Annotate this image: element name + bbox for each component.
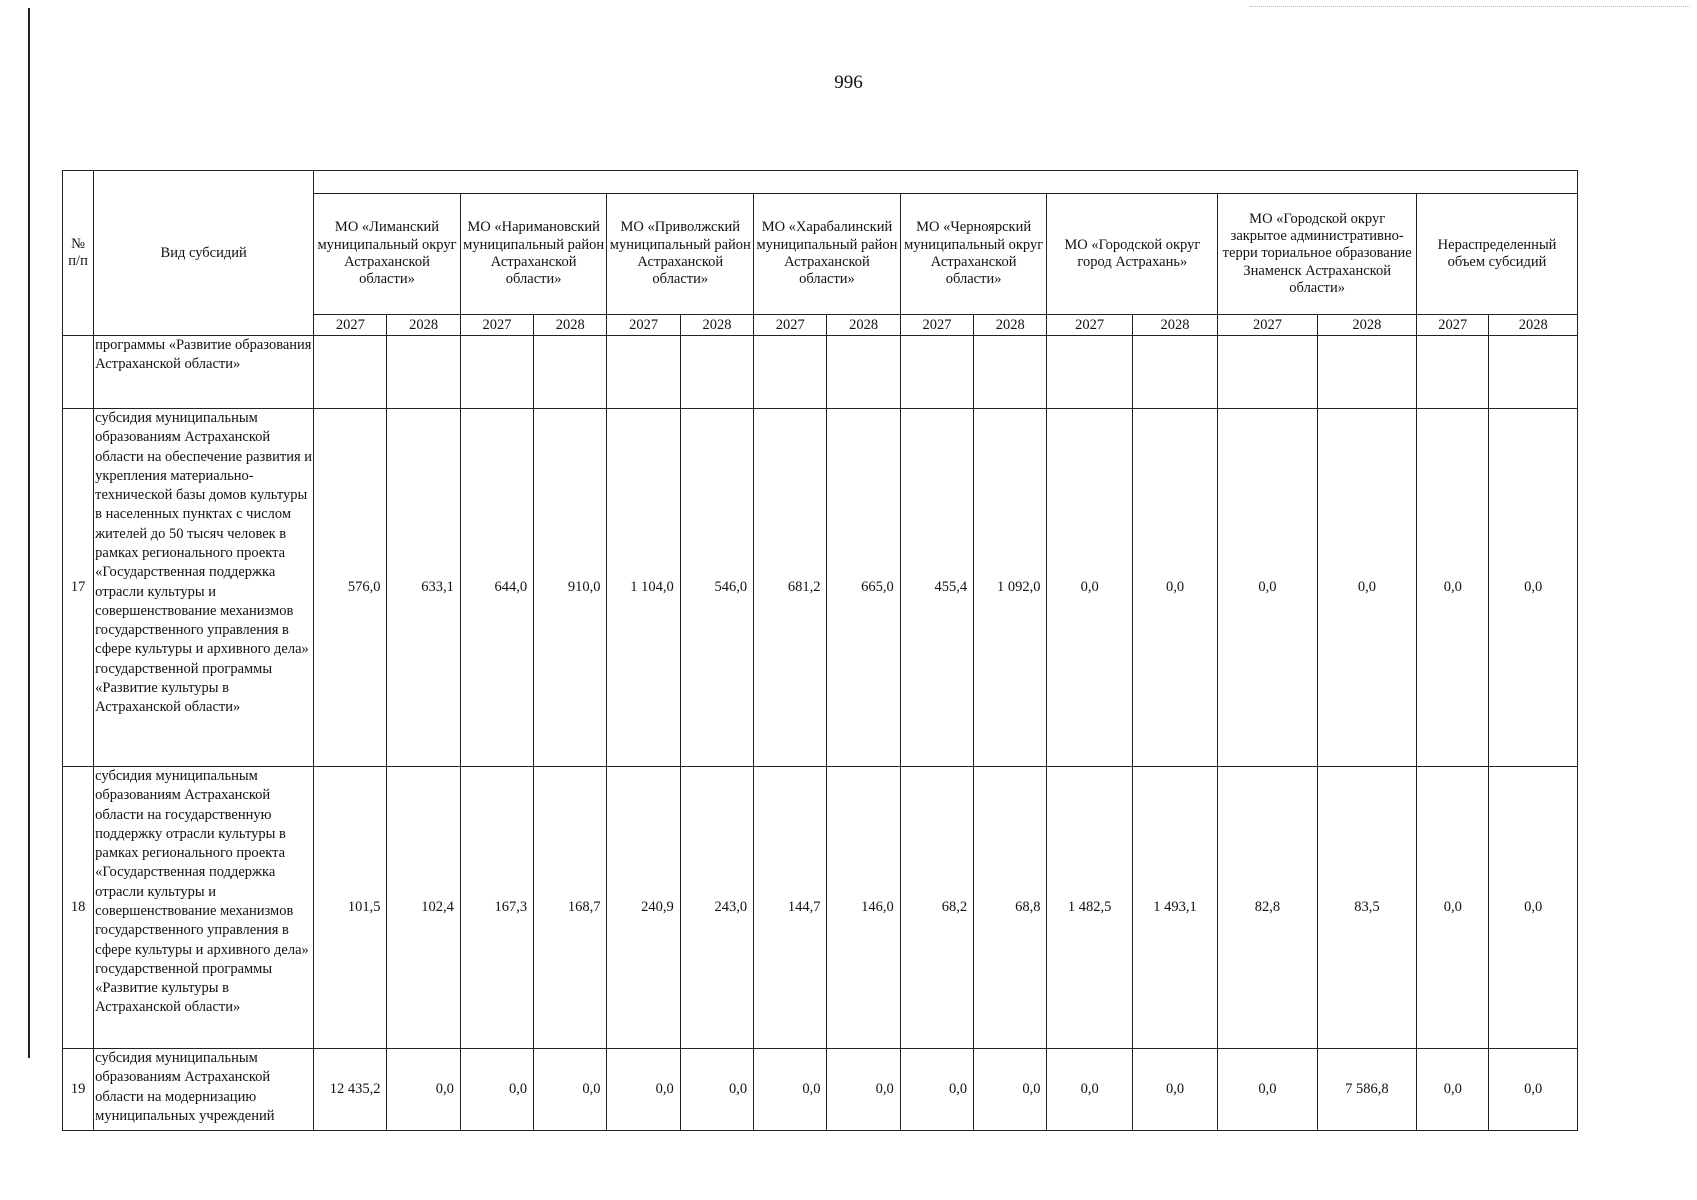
amount-cell: 168,7 (534, 767, 607, 1049)
year-header: 2028 (1132, 315, 1217, 336)
amount-cell: 0,0 (1417, 409, 1489, 767)
amount-cell: 0,0 (1417, 1049, 1489, 1131)
amount-cell (900, 336, 973, 409)
amount-cell (680, 336, 753, 409)
table-row (63, 767, 1578, 1049)
year-header: 2027 (1047, 315, 1132, 336)
subsidy-description: программы «Развитие образования Астраханской области» (94, 336, 314, 409)
table-row (63, 336, 1578, 409)
page-number: 996 (834, 72, 863, 93)
amount-cell: 0,0 (1218, 1049, 1317, 1131)
amount-cell: 1 482,5 (1047, 767, 1132, 1049)
amount-cell: 0,0 (607, 1049, 680, 1131)
table-row (63, 409, 1578, 767)
amount-cell: 144,7 (754, 767, 827, 1049)
amount-cell: 681,2 (754, 409, 827, 767)
amount-cell: 455,4 (900, 409, 973, 767)
amount-cell: 1 092,0 (974, 409, 1047, 767)
amount-cell: 0,0 (1047, 409, 1132, 767)
amount-cell: 0,0 (974, 1049, 1047, 1131)
col-group-header: МО «Харабалинский муниципальный район Астраханской области» (754, 194, 901, 315)
amount-cell: 7 586,8 (1317, 1049, 1416, 1131)
col-header-subsidy-type: Вид субсидий (94, 171, 314, 336)
amount-cell (387, 336, 460, 409)
amount-cell: 633,1 (387, 409, 460, 767)
year-header: 2027 (900, 315, 973, 336)
subsidy-description: субсидия муниципальным образованиям Астраханской области на модернизацию муниципальных учреждений (94, 1049, 314, 1131)
amount-cell (1317, 336, 1416, 409)
col-group-header: МО «Лиманский муниципальный округ Астраханской области» (314, 194, 461, 315)
amount-cell: 101,5 (314, 767, 387, 1049)
amount-cell (314, 336, 387, 409)
table-row (63, 1049, 1578, 1131)
year-header: 2027 (754, 315, 827, 336)
amount-cell: 68,2 (900, 767, 973, 1049)
amount-cell: 0,0 (1047, 1049, 1132, 1131)
year-header: 2028 (1317, 315, 1416, 336)
row-number: 19 (63, 1049, 94, 1131)
col-group-header: Нераспределенный объем субсидий (1417, 194, 1578, 315)
amount-cell (1132, 336, 1217, 409)
amount-cell: 576,0 (314, 409, 387, 767)
top-edge-mark (1250, 6, 1690, 7)
year-header: 2028 (680, 315, 753, 336)
amount-cell: 1 104,0 (607, 409, 680, 767)
amount-cell: 0,0 (1218, 409, 1317, 767)
amount-cell (607, 336, 680, 409)
year-header: 2028 (1489, 315, 1578, 336)
amount-cell: 0,0 (827, 1049, 900, 1131)
amount-cell: 82,8 (1218, 767, 1317, 1049)
year-header: 2027 (314, 315, 387, 336)
amount-cell: 0,0 (1132, 1049, 1217, 1131)
amount-cell: 0,0 (1417, 767, 1489, 1049)
amount-cell: 12 435,2 (314, 1049, 387, 1131)
amount-cell (1047, 336, 1132, 409)
col-group-header: МО «Наримановский муниципальный район Астраханской области» (460, 194, 607, 315)
year-header: 2027 (607, 315, 680, 336)
amount-cell: 0,0 (1489, 1049, 1578, 1131)
col-group-header: МО «Черноярский муниципальный округ Астраханской области» (900, 194, 1047, 315)
amount-cell: 0,0 (680, 1049, 753, 1131)
amount-cell: 0,0 (1489, 767, 1578, 1049)
col-group-header: МО «Приволжский муниципальный район Астраханской области» (607, 194, 754, 315)
year-header: 2028 (827, 315, 900, 336)
col-group-header: МО «Городской округ город Астрахань» (1047, 194, 1218, 315)
amount-cell: 243,0 (680, 767, 753, 1049)
left-margin-rule (28, 8, 30, 1058)
amount-cell: 0,0 (387, 1049, 460, 1131)
amount-cell (1417, 336, 1489, 409)
amount-cell (974, 336, 1047, 409)
col-header-number (63, 171, 94, 336)
subsidy-table (62, 170, 1578, 1131)
amount-cell: 0,0 (460, 1049, 533, 1131)
subsidy-table-container (62, 170, 1578, 1131)
year-header: 2028 (534, 315, 607, 336)
subsidy-description: субсидия муниципальным образованиям Астраханской области на государственную поддержку отрасли культуры в рамках регионального проекта «Государственная поддержка отрасли культуры и совершенствование механизмов государственного управления в сфере культуры и архивного дела» государственной программы «Развитие культуры в Астраханской области» (94, 767, 314, 1049)
row-number (63, 336, 94, 409)
row-number: 17 (63, 409, 94, 767)
amount-cell (827, 336, 900, 409)
row-number: 18 (63, 767, 94, 1049)
subsidy-description: субсидия муниципальным образованиям Астраханской области на обеспечение развития и укрепления материально-технической базы домов культуры в населенных пунктах с числом жителей до 50 тысяч человек в рамках регионального проекта «Государственная поддержка отрасли культуры и совершенствование механизмов государственного управления в сфере культуры и архивного дела» государственной программы «Развитие культуры в Астраханской области» (94, 409, 314, 767)
col-header-number-text: № п/п (68, 236, 88, 269)
amount-cell: 910,0 (534, 409, 607, 767)
amount-cell: 68,8 (974, 767, 1047, 1049)
amount-cell: 240,9 (607, 767, 680, 1049)
col-group-header: МО «Городской округ закрытое административно-терри ториальное образование Знаменск Астраханской области» (1218, 194, 1417, 315)
amount-cell: 0,0 (534, 1049, 607, 1131)
amount-cell: 0,0 (754, 1049, 827, 1131)
year-header: 2027 (1417, 315, 1489, 336)
year-header: 2028 (974, 315, 1047, 336)
amount-cell: 102,4 (387, 767, 460, 1049)
amount-cell: 644,0 (460, 409, 533, 767)
amount-cell: 167,3 (460, 767, 533, 1049)
header-blank-band (314, 171, 1578, 194)
amount-cell: 0,0 (1317, 409, 1416, 767)
amount-cell (754, 336, 827, 409)
amount-cell (1218, 336, 1317, 409)
amount-cell (460, 336, 533, 409)
amount-cell: 665,0 (827, 409, 900, 767)
amount-cell (534, 336, 607, 409)
amount-cell: 0,0 (900, 1049, 973, 1131)
year-header: 2028 (387, 315, 460, 336)
amount-cell: 0,0 (1489, 409, 1578, 767)
amount-cell: 1 493,1 (1132, 767, 1217, 1049)
amount-cell: 146,0 (827, 767, 900, 1049)
year-header: 2027 (1218, 315, 1317, 336)
year-header: 2027 (460, 315, 533, 336)
amount-cell: 0,0 (1132, 409, 1217, 767)
amount-cell (1489, 336, 1578, 409)
amount-cell: 546,0 (680, 409, 753, 767)
amount-cell: 83,5 (1317, 767, 1416, 1049)
